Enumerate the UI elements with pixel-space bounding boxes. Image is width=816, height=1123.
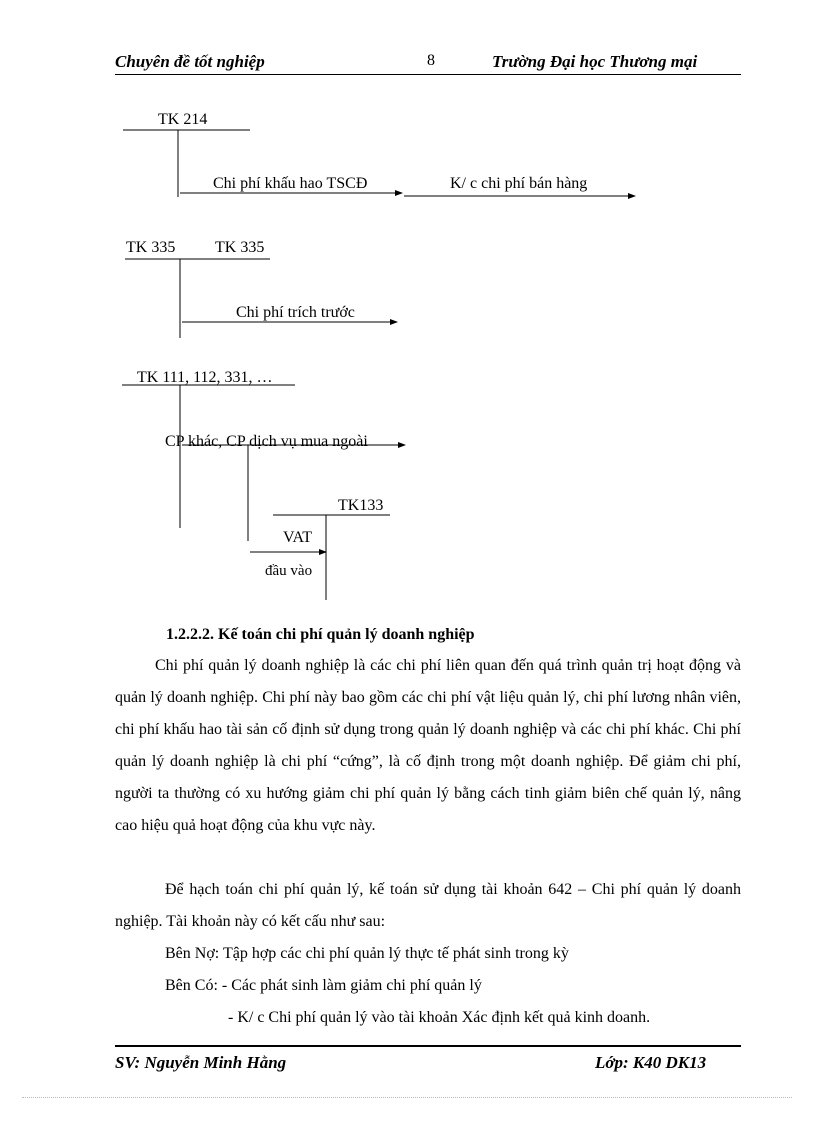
- input-label: đầu vào: [265, 563, 313, 579]
- header-right-title: Trường Đại học Thương mại: [492, 52, 698, 71]
- accrued-label: Chi phí trích trước: [236, 304, 355, 321]
- tk111-label: TK 111, 112, 331, …: [137, 369, 273, 386]
- tk335-left-label: TK 335: [126, 239, 176, 256]
- tk214-label: TK 214: [158, 111, 208, 128]
- page-edge-divider: [22, 1097, 792, 1098]
- page-number: 8: [427, 52, 435, 69]
- paragraph-1: Chi phí quản lý doanh nghiệp là các chi phí liên quan đến quá trình quản trị hoạt động và quản lý doanh nghiệp. Chi phí này bao gồm các chi phí vật liệu quản lý, chi phí lương nhân viên, chi phí khấu hao tài sản cố định sử dụng trong quản lý doanh nghiệp và các chi phí khác. Chi phí quản lý doanh nghiệp là chi phí “cứng”, là cố định trong một doanh nghiệp. Để giảm chi phí, người ta thường có xu hướng giảm chi phí quản lý bằng cách tinh giảm biên chế quản lý, nâng cao hiệu quả hoạt động của khu vực này.: [115, 657, 741, 834]
- depreciation-label: Chi phí khấu hao TSCĐ: [213, 175, 368, 192]
- footer-rule: [115, 1045, 741, 1047]
- other-costs-label: CP khác, CP dịch vụ mua ngoài: [165, 433, 368, 450]
- tk335-right-label: TK 335: [215, 239, 265, 256]
- footer-class: Lớp: K40 DK13: [595, 1053, 707, 1072]
- header-left-title: Chuyên đề tốt nghiệp: [115, 52, 265, 71]
- section-heading: 1.2.2.2. Kế toán chi phí quản lý doanh nghiệp: [166, 626, 475, 643]
- tk133-label: TK133: [338, 497, 384, 514]
- transfer-label: K/ c chi phí bán hàng: [450, 175, 588, 192]
- credit-line-2: - K/ c Chi phí quản lý vào tài khoản Xác định kết quả kinh doanh.: [228, 1009, 651, 1026]
- debit-line: Bên Nợ: Tập hợp các chi phí quản lý thực tế phát sinh trong kỳ: [165, 945, 569, 962]
- paragraph-2: Để hạch toán chi phí quản lý, kế toán sử dụng tài khoản 642 – Chi phí quản lý doanh nghiệp. Tài khoản này có kết cấu như sau:: [115, 881, 741, 930]
- vat-label: VAT: [283, 529, 313, 546]
- credit-line-1: Bên Có: - Các phát sinh làm giảm chi phí quản lý: [165, 977, 482, 994]
- footer-student: SV: Nguyễn Minh Hằng: [115, 1053, 287, 1072]
